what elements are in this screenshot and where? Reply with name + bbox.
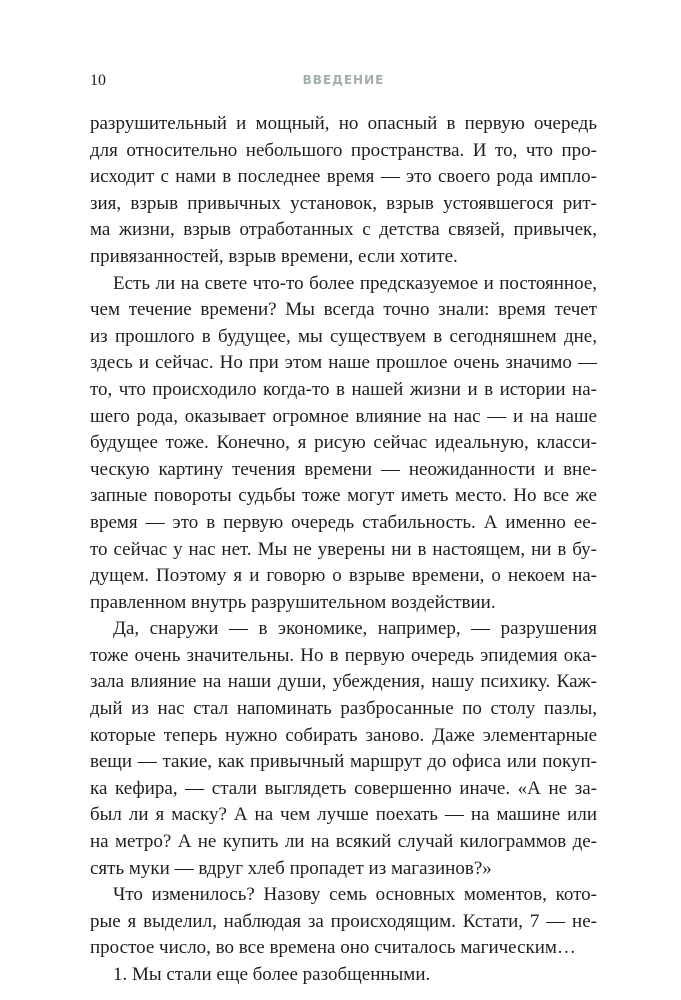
text-line: Есть ли на свете что-то более предсказуемое и постоянное, xyxy=(113,272,597,294)
text-line: то сейчас у нас нет. Мы не уверены ни в настоящем, ни в бу- xyxy=(90,538,597,560)
list-item xyxy=(90,962,597,989)
text-line: которые теперь нужно собирать заново. Даже элементарные xyxy=(90,724,597,746)
text-line: дый из нас стал напоминать разбросанные по столу пазлы, xyxy=(90,698,597,720)
paragraph-changes xyxy=(90,882,597,962)
paragraph-time xyxy=(90,271,597,617)
text-line: 1. Мы стали еще более разобщенными. xyxy=(113,964,431,985)
text-line: ма жизни, взрыв отработанных с детства связей, привычек, xyxy=(90,219,597,241)
text-line: был ли я маску? А на чем лучше поехать — на машине или xyxy=(90,804,597,826)
text-line: время — это в первую очередь стабильность. А именно ее- xyxy=(90,511,597,533)
paragraph-outside xyxy=(90,616,597,882)
text-line: здесь и сейчас. Но при этом наше прошлое очень значимо — xyxy=(90,352,597,374)
text-line: дущем. Поэтому я и говорю о взрыве времени, о некоем на- xyxy=(90,565,597,587)
text-line: запные повороты судьбы тоже могут иметь место. Но все же xyxy=(90,485,597,507)
text-line: будущее тоже. Конечно, я рисую сейчас идеальную, класси- xyxy=(90,432,597,454)
text-line: сять муки — вдруг хлеб пропадет из магазинов?» xyxy=(90,857,492,879)
text-line: то, что происходило когда-то в нашей жизни и в истории на- xyxy=(90,378,597,400)
text-line: шего рода, оказывает огромное влияние на нас — и на наше xyxy=(90,405,597,427)
text-line: на метро? А не купить ли на всякий случай килограммов де- xyxy=(90,831,597,853)
text-line: привязанностей, взрыв времени, если хотите. xyxy=(90,245,458,267)
body-text xyxy=(90,111,597,989)
text-line: тоже очень значительны. Но в первую очередь эпидемия ока- xyxy=(90,644,597,666)
text-line: простое число, во все времена оно считалось магическим… xyxy=(90,937,576,959)
text-line: разрушительный и мощный, но опасный в первую очередь xyxy=(90,113,597,134)
text-line: ческую картину течения времени — неожиданности и вне- xyxy=(90,458,597,480)
text-line: Что изменилось? Назову семь основных моментов, кото- xyxy=(113,884,597,906)
text-line: правленном внутрь разрушительном воздействии. xyxy=(90,591,496,613)
page-number: 10 xyxy=(90,72,106,89)
running-head xyxy=(90,71,597,93)
section-title: ВВЕДЕНИЕ xyxy=(302,73,385,87)
text-line: исходит с нами в последнее время — это своего рода импло- xyxy=(90,166,597,188)
text-line: вещи — такие, как привычный маршрут до офиса или покуп- xyxy=(90,751,597,773)
text-line: из прошлого в будущее, мы существуем в сегодняшнем дне, xyxy=(90,325,597,347)
text-line: рые я выделил, наблюдая за происходящим. Кстати, 7 — не- xyxy=(90,910,597,932)
paragraph-continuation xyxy=(90,111,597,271)
text-line: зия, взрыв привычных установок, взрыв устоявшегося рит- xyxy=(90,192,597,214)
text-line: Да, снаружи — в экономике, например, — разрушения xyxy=(113,618,597,640)
text-line: ка кефира, — стали выглядеть совершенно иначе. «А не за- xyxy=(90,777,597,799)
text-line: зала влияние на наши души, убеждения, нашу психику. Каж- xyxy=(90,671,597,693)
text-line: для относительно небольшого пространства. И то, что про- xyxy=(90,139,597,161)
text-line: чем течение времени? Мы всегда точно знали: время течет xyxy=(90,299,597,321)
